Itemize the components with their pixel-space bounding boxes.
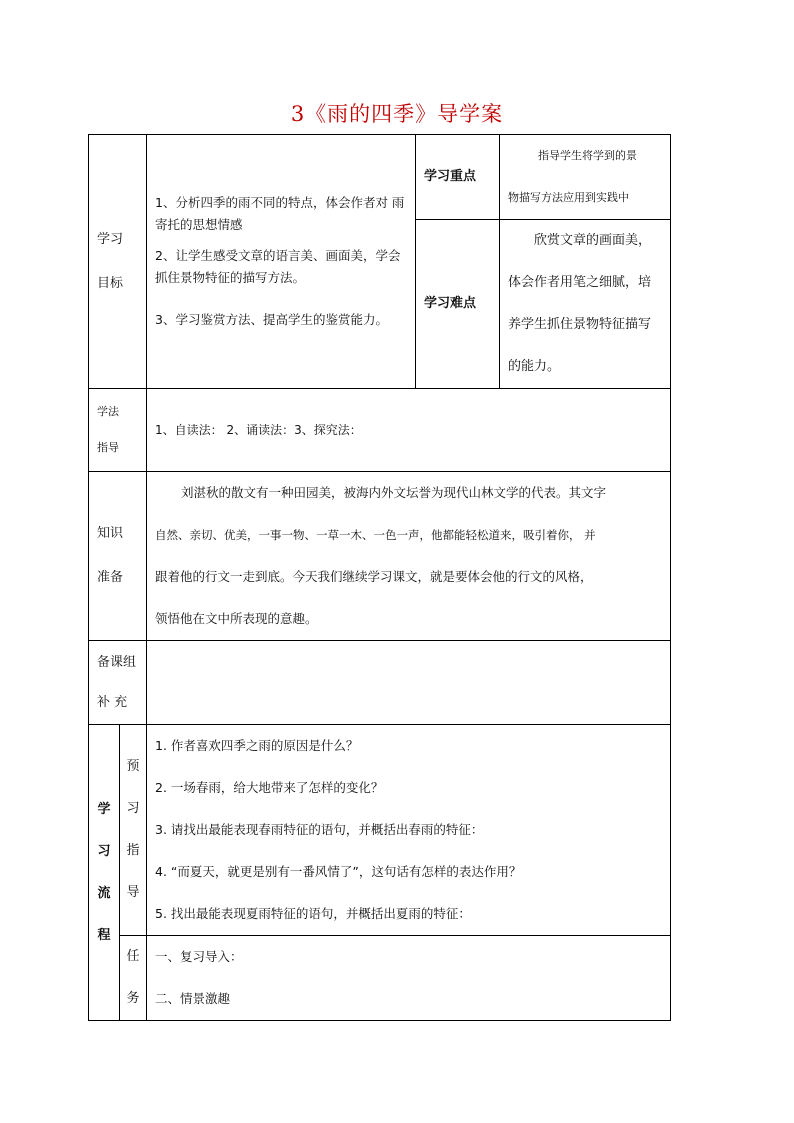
question-item: 1. 作者喜欢四季之雨的原因是什么？: [155, 738, 359, 753]
preview-questions: [147, 725, 671, 936]
key-point-label: 学习重点: [416, 135, 500, 220]
study-guide-table: [88, 134, 671, 1021]
task-label-cell: 任 务: [120, 936, 147, 1021]
method-label-cell: 学法 指导: [89, 389, 147, 472]
goal-item: 2、让学生感受文章的语言美、画面美，学会抓住景物特征的描写方法。: [155, 247, 401, 285]
supplement-content: [147, 641, 671, 725]
knowledge-text: 刘湛秋的散文有一种田园美，被海内外文坛誉为现代山林文学的代表。其文字 自然、亲切、优美，一事一物、一草一木、一色一声，他都能轻松道来，吸引着你， 并 跟着他的行文一走到底。今天我们继续学习课文，就是要体会他的行文的风格， 领悟他在文中所表现的意趣。: [147, 472, 671, 641]
goal-item: 1、分析四季的雨不同的特点，体会作者对 雨寄托的思想情感: [155, 194, 405, 232]
goals-label-cell: 学习 目标: [89, 135, 147, 389]
goal-item: 3、学习鉴赏方法、提高学生的鉴赏能力。: [155, 311, 388, 327]
method-text: 1、自读法： 2、诵读法：3、探究法：: [147, 389, 671, 472]
process-label-cell: 学 习 流 程: [89, 725, 120, 1021]
question-item: 4. “而夏天，就更是别有一番风情了”，这句话有怎样的表达作用？: [155, 864, 522, 879]
key-point-text: 指导学生将学到的景 物描写方法应用到实践中: [500, 135, 671, 220]
page-title: 3《雨的四季》导学案: [290, 102, 504, 126]
task-item: 二、情景激趣: [155, 991, 231, 1006]
question-item: 3. 请找出最能表现春雨特征的语句，并概括出春雨的特征：: [155, 822, 484, 837]
task-item: 一、复习导入：: [155, 949, 243, 964]
task-list: [147, 936, 671, 1021]
question-item: 2. 一场春雨，给大地带来了怎样的变化？: [155, 780, 384, 795]
knowledge-label-cell: 知识 准备: [89, 472, 147, 641]
goals-content: [147, 135, 416, 389]
difficulty-label: 学习难点: [416, 220, 500, 389]
preview-label-cell: 预 习 指 导: [120, 725, 147, 936]
difficulty-text: 欣赏文章的画面美， 体会作者用笔之细腻，培 养学生抓住景物特征描写 的能力。: [500, 220, 671, 389]
question-item: 5. 找出最能表现夏雨特征的语句，并概括出夏雨的特征：: [155, 906, 471, 921]
supplement-label-cell: 备课组 补 充: [89, 641, 147, 725]
